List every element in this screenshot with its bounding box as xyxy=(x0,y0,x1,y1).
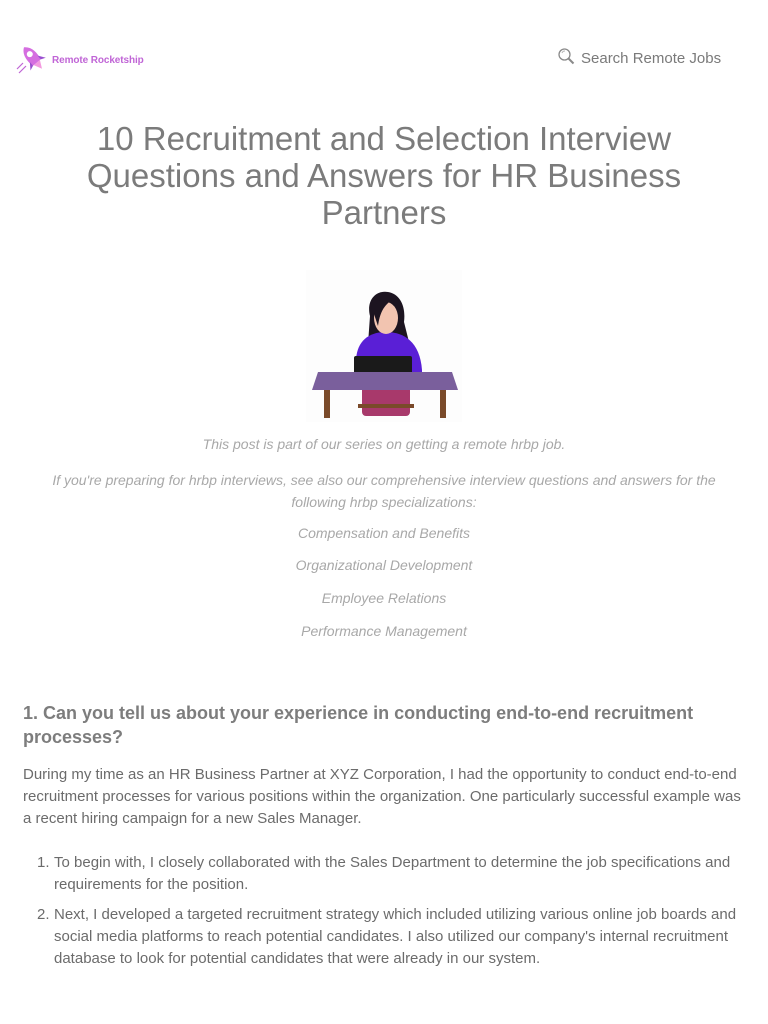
prep-note: If you're preparing for hrbp interviews, see also our comprehensive interview questions and answers for the following hrbp specializations: xyxy=(52,472,716,510)
logo-text: Remote Rocketship xyxy=(52,54,144,66)
list-item xyxy=(23,852,745,896)
specialization-link[interactable]: Performance Management xyxy=(301,623,467,639)
series-note-link[interactable]: This post is part of our series on getting a remote hrbp job. xyxy=(202,436,566,452)
list-item-text: Next, I developed a targeted recruitment strategy which included utilizing various online job boards and social media platforms to reach potential candidates. I also utilized our company's internal recruitment database to look for potential candidates that were already in our system. xyxy=(54,906,737,967)
logo-link[interactable] xyxy=(16,42,144,78)
series-note xyxy=(24,433,744,455)
search-jobs-link[interactable] xyxy=(557,47,721,69)
site-header xyxy=(0,0,768,112)
list-item-number: 2. xyxy=(37,906,50,923)
specialization-link[interactable]: Organizational Development xyxy=(295,557,473,573)
specialization-link[interactable]: Compensation and Benefits xyxy=(298,525,470,541)
list-item-number: 1. xyxy=(37,854,50,871)
specialization-link[interactable]: Employee Relations xyxy=(321,590,447,606)
rocket-icon xyxy=(16,42,50,78)
answer-paragraph: During my time as an HR Business Partner at XYZ Corporation, I had the opportunity to conduct end-to-end recruitment processes for various positions within the organization. One particularly successful example was a recent hiring campaign for a new Sales Manager. xyxy=(23,766,741,827)
list-item-text: To begin with, I closely collaborated with the Sales Department to determine the job specifications and requirements for the position. xyxy=(54,854,731,893)
answer-steps-list xyxy=(23,852,745,978)
search-jobs-label: Search Remote Jobs xyxy=(581,49,722,67)
list-item xyxy=(23,904,745,970)
question-heading: 1. Can you tell us about your experience in conducting end-to-end recruitment processes? xyxy=(23,703,694,747)
woman-at-laptop-illustration xyxy=(306,270,462,422)
page-title: 10 Recruitment and Selection Interview Questions and Answers for HR Business Partners xyxy=(86,120,682,231)
magnifier-icon xyxy=(557,47,575,69)
